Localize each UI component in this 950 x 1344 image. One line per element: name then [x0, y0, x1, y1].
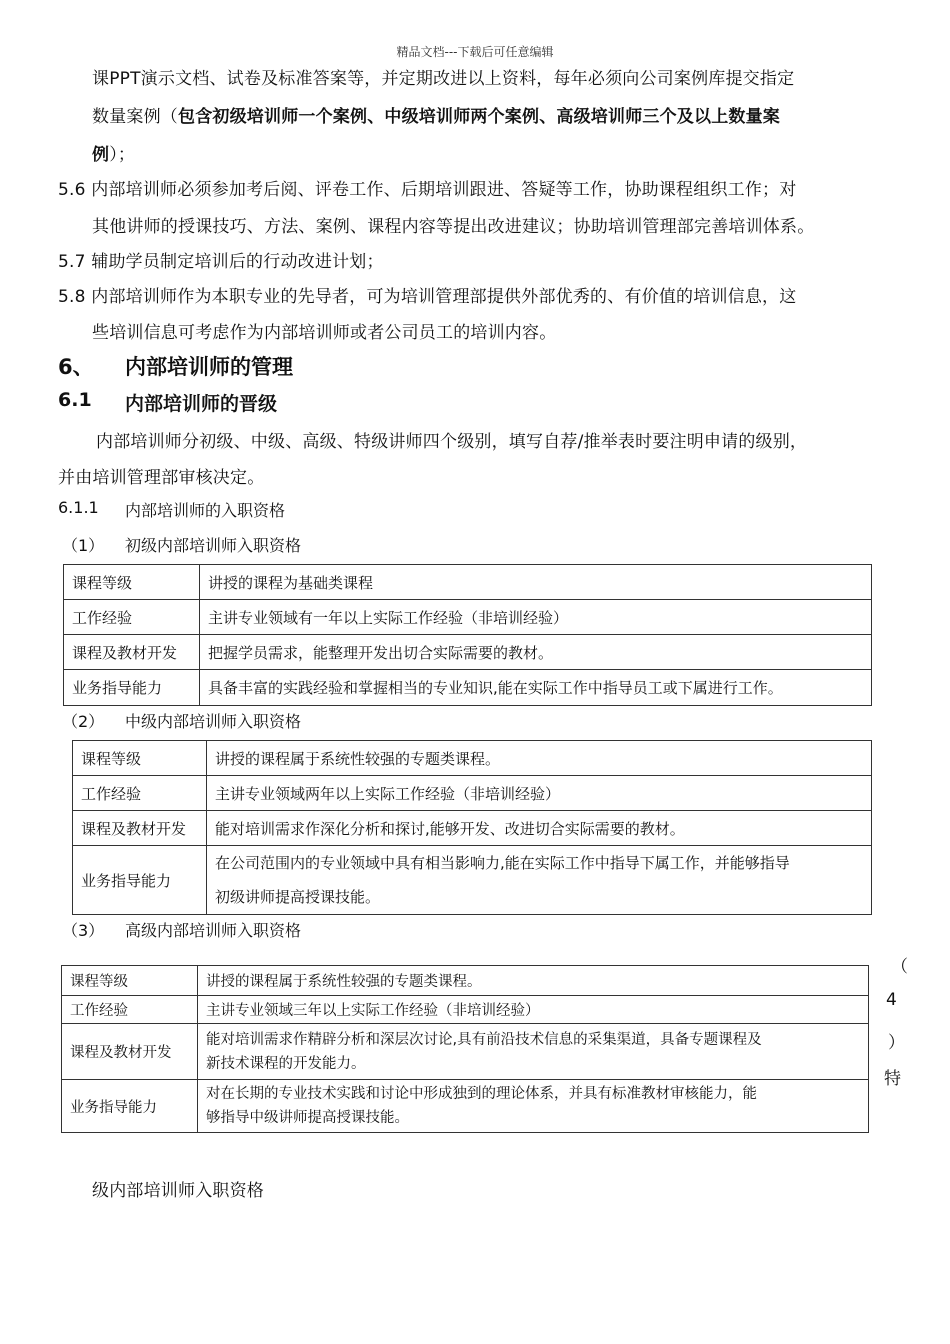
table-key: 课程等级: [73, 741, 207, 776]
section-6-1-title: 内部培训师的晋级: [125, 393, 278, 415]
intro-line-1: 课PPT演示文档、试卷及标准答案等，并定期改进以上资料，每年必须向公司案例库提交指定: [92, 69, 795, 89]
table-value: [207, 846, 872, 915]
item-5-8-line-1: 5.8 内部培训师作为本职专业的先导者，可为培训管理部提供外部优秀的、有价值的培训信息，这: [58, 287, 797, 307]
table-key: 工作经验: [73, 776, 207, 811]
level3-caption-title: 高级内部培训师入职资格: [125, 921, 302, 940]
table-key: 课程及教材开发: [64, 635, 200, 670]
intro-line-3: [92, 140, 135, 165]
item-5-6-line-2: 其他讲师的授课技巧、方法、案例、课程内容等提出改进建议；协助培训管理部完善培训体系。: [92, 217, 815, 237]
table-value: 讲授的课程属于系统性较强的专题类课程。: [207, 741, 872, 776]
table-value-line-2: 新技术课程的开发能力。: [206, 1055, 366, 1072]
section-6-1-number: 6.1: [58, 389, 92, 411]
item-5-7: 5.7 辅助学员制定培训后的行动改进计划；: [58, 252, 384, 272]
section-6-1-1-number: 6.1.1: [58, 498, 99, 517]
level3-table: [61, 965, 869, 1133]
table-key: 课程及教材开发: [62, 1024, 198, 1080]
level2-caption-title: 中级内部培训师入职资格: [125, 712, 302, 731]
table-value-line-2: 初级讲师提高授课技能。: [215, 888, 381, 906]
section-6-number: 6、: [58, 355, 94, 379]
table-value-line-2: 够指导中级讲师提高授课技能。: [206, 1110, 409, 1126]
table-row: [73, 811, 872, 846]
side-char-te: 特: [884, 1069, 901, 1089]
level1-table: [63, 564, 872, 706]
table-key: 业务指导能力: [62, 1080, 198, 1133]
level1-caption-title: 初级内部培训师入职资格: [125, 536, 302, 555]
para-6-1-line-2: 并由培训管理部审核决定。: [58, 468, 265, 488]
table-row: [62, 996, 869, 1024]
table-row: [62, 966, 869, 996]
intro-line-3-bold: 例: [92, 145, 110, 165]
table-value: 讲授的课程属于系统性较强的专题类课程。: [198, 966, 869, 996]
table-value: 能对培训需求作深化分析和探讨,能够开发、改进切合实际需要的教材。: [207, 811, 872, 846]
table-key: 课程等级: [62, 966, 198, 996]
item-5-8-line-2: 些培训信息可考虑作为内部培训师或者公司员工的培训内容。: [92, 323, 557, 343]
section-6-title: 内部培训师的管理: [125, 355, 293, 379]
level1-caption-number: （1）: [62, 536, 105, 555]
table-row: [64, 565, 872, 600]
table-value-line-1: 在公司范围内的专业领域中具有相当影响力,能在实际工作中指导下属工作，并能够指导: [215, 854, 790, 872]
level4-caption-tail: 级内部培训师入职资格: [92, 1181, 264, 1201]
table-row: [73, 846, 872, 915]
table-row: [73, 776, 872, 811]
side-char-close-paren: ）: [888, 1033, 905, 1053]
table-value-line-1: 能对培训需求作精辟分析和深层次讨论,具有前沿技术信息的采集渠道，具备专题课程及: [206, 1031, 762, 1048]
table-key: 工作经验: [62, 996, 198, 1024]
table-row: [73, 741, 872, 776]
table-key: 业务指导能力: [73, 846, 207, 915]
page-header: 精品文档---下载后可任意编辑: [396, 45, 554, 59]
table-row: [64, 600, 872, 635]
intro-line-3-plain: ）；: [109, 145, 136, 165]
intro-line-2-plain: 数量案例（: [92, 107, 178, 127]
table-key: 业务指导能力: [64, 670, 200, 706]
table-key: 课程及教材开发: [73, 811, 207, 846]
section-6-1-1-title: 内部培训师的入职资格: [125, 501, 286, 520]
side-char-open-paren: （: [891, 957, 908, 977]
table-value-line-1: 对在长期的专业技术实践和讨论中形成独到的理论体系，并具有标准教材审核能力，能: [206, 1086, 757, 1102]
table-row: [64, 670, 872, 706]
level3-caption-number: （3）: [62, 921, 105, 940]
para-6-1-line-1: 内部培训师分初级、中级、高级、特级讲师四个级别，填写自荐/推举表时要注明申请的级别，: [96, 432, 808, 452]
table-key: 工作经验: [64, 600, 200, 635]
table-value: 讲授的课程为基础类课程: [200, 565, 872, 600]
item-5-6-line-1: 5.6 内部培训师必须参加考后阅、评卷工作、后期培训跟进、答疑等工作，协助课程组织工作；对: [58, 180, 797, 200]
table-value: [198, 1080, 869, 1133]
table-row: [62, 1080, 869, 1133]
table-value: 具备丰富的实践经验和掌握相当的专业知识,能在实际工作中指导员工或下属进行工作。: [200, 670, 872, 706]
table-value: 把握学员需求，能整理开发出切合实际需要的教材。: [200, 635, 872, 670]
intro-line-2-bold: 包含初级培训师一个案例、中级培训师两个案例、高级培训师三个及以上数量案: [178, 107, 780, 127]
table-key: 课程等级: [64, 565, 200, 600]
level2-caption-number: （2）: [62, 712, 105, 731]
table-row: [62, 1024, 869, 1080]
table-value: 主讲专业领域三年以上实际工作经验（非培训经验）: [198, 996, 869, 1024]
table-value: 主讲专业领域有一年以上实际工作经验（非培训经验）: [200, 600, 872, 635]
table-row: [64, 635, 872, 670]
level2-table: [72, 740, 872, 915]
intro-line-2: [92, 102, 780, 127]
table-value: 主讲专业领域两年以上实际工作经验（非培训经验）: [207, 776, 872, 811]
table-value: [198, 1024, 869, 1080]
side-char-4: 4: [886, 990, 897, 1010]
